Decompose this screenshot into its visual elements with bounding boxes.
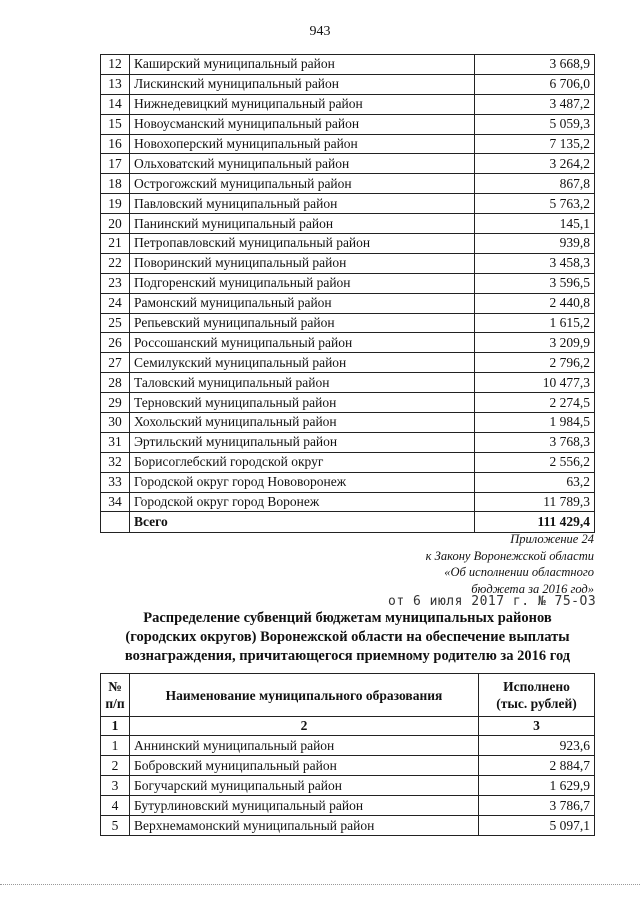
appendix-law: к Закону Воронежской области — [425, 548, 594, 563]
table-row — [101, 74, 595, 94]
row-number: 21 — [101, 234, 130, 254]
appendix-reference — [426, 531, 594, 597]
amount-value: 2 556,2 — [475, 452, 595, 472]
table-row — [101, 393, 595, 413]
municipality-name: Бобровский муниципальный район — [130, 756, 479, 776]
municipality-name: Терновский муниципальный район — [130, 393, 475, 413]
table-row — [101, 55, 595, 75]
table-row — [101, 234, 595, 254]
table-header-row — [101, 674, 595, 717]
table-row — [101, 432, 595, 452]
amount-value: 11 789,3 — [475, 492, 595, 512]
municipality-name: Подгоренский муниципальный район — [130, 273, 475, 293]
appendix-number: Приложение 24 — [510, 532, 594, 546]
row-number: 27 — [101, 353, 130, 373]
amount-value: 2 884,7 — [479, 756, 595, 776]
row-number: 15 — [101, 114, 130, 134]
row-number: 12 — [101, 55, 130, 75]
row-number: 1 — [101, 736, 130, 756]
row-number: 28 — [101, 373, 130, 393]
column-number: 3 — [479, 717, 595, 736]
title-line-2: (городских округов) Воронежской области на обеспечение выплаты — [125, 629, 570, 645]
amount-value: 10 477,3 — [475, 373, 595, 393]
amount-value: 63,2 — [475, 472, 595, 492]
row-number: 22 — [101, 253, 130, 273]
empty-cell — [101, 512, 130, 533]
header-name: Наименование муниципального образования — [130, 674, 479, 717]
table-row — [101, 373, 595, 393]
table-row — [101, 816, 595, 836]
table-row — [101, 293, 595, 313]
row-number: 20 — [101, 214, 130, 234]
header-executed — [479, 674, 595, 717]
municipality-name: Острогожский муниципальный район — [130, 174, 475, 194]
table-row — [101, 756, 595, 776]
amount-value: 7 135,2 — [475, 134, 595, 154]
table-row — [101, 472, 595, 492]
table-row — [101, 452, 595, 472]
municipality-name: Петропавловский муниципальный район — [130, 234, 475, 254]
table-row — [101, 776, 595, 796]
table-row — [101, 154, 595, 174]
total-label: Всего — [130, 512, 475, 533]
section-title — [100, 609, 595, 666]
row-number: 31 — [101, 432, 130, 452]
municipality-name: Репьевский муниципальный район — [130, 313, 475, 333]
table-body — [101, 55, 595, 533]
title-line-1: Распределение субвенций бюджетам муниципальных районов — [143, 610, 552, 626]
amount-value: 3 487,2 — [475, 94, 595, 114]
row-number: 4 — [101, 796, 130, 816]
municipality-name: Аннинский муниципальный район — [130, 736, 479, 756]
municipality-name: Лискинский муниципальный район — [130, 74, 475, 94]
row-number: 30 — [101, 413, 130, 433]
municipality-name: Панинский муниципальный район — [130, 214, 475, 234]
municipality-name: Новоусманский муниципальный район — [130, 114, 475, 134]
table-row — [101, 214, 595, 234]
amount-value: 2 440,8 — [475, 293, 595, 313]
row-number: 16 — [101, 134, 130, 154]
amount-value: 5 059,3 — [475, 114, 595, 134]
law-date-stamp: от 6 июля 2017 г. № 75-ОЗ — [388, 594, 597, 609]
municipality-name: Каширский муниципальный район — [130, 55, 475, 75]
title-line-3: вознаграждения, причитающегося приемному родителю за 2016 год — [124, 648, 571, 664]
table-row — [101, 413, 595, 433]
scan-edge-line — [0, 884, 640, 885]
municipality-name: Поворинский муниципальный район — [130, 253, 475, 273]
row-number: 25 — [101, 313, 130, 333]
row-number: 5 — [101, 816, 130, 836]
table-row — [101, 313, 595, 333]
table-row — [101, 134, 595, 154]
amount-value: 867,8 — [475, 174, 595, 194]
amount-value: 1 984,5 — [475, 413, 595, 433]
municipality-name: Городской округ город Нововоронеж — [130, 472, 475, 492]
foster-parent-subsidy-table — [100, 673, 595, 836]
header-executed-unit: (тыс. рублей) — [496, 696, 577, 711]
column-number-row — [101, 717, 595, 736]
amount-value: 3 786,7 — [479, 796, 595, 816]
municipality-name: Верхнемамонский муниципальный район — [130, 816, 479, 836]
municipality-name: Рамонский муниципальный район — [130, 293, 475, 313]
column-number: 2 — [130, 717, 479, 736]
row-number: 34 — [101, 492, 130, 512]
table-row — [101, 796, 595, 816]
table-row — [101, 114, 595, 134]
appendix-law-title: «Об исполнении областного — [444, 565, 594, 579]
amount-value: 3 668,9 — [475, 55, 595, 75]
header-number-abbr: п/п — [105, 696, 125, 711]
header-number — [101, 674, 130, 717]
row-number: 19 — [101, 194, 130, 214]
amount-value: 939,8 — [475, 234, 595, 254]
amount-value: 6 706,0 — [475, 74, 595, 94]
table-row — [101, 492, 595, 512]
subsidy-table-continued — [100, 54, 595, 533]
table-body — [101, 736, 595, 836]
amount-value: 1 629,9 — [479, 776, 595, 796]
amount-value: 5 763,2 — [475, 194, 595, 214]
amount-value: 3 264,2 — [475, 154, 595, 174]
table-row — [101, 333, 595, 353]
row-number: 14 — [101, 94, 130, 114]
municipality-name: Городской округ город Воронеж — [130, 492, 475, 512]
table-row — [101, 253, 595, 273]
row-number: 29 — [101, 393, 130, 413]
row-number: 3 — [101, 776, 130, 796]
column-number: 1 — [101, 717, 130, 736]
table-row — [101, 174, 595, 194]
amount-value: 5 097,1 — [479, 816, 595, 836]
header-executed-label: Исполнено — [503, 679, 570, 694]
municipality-name: Нижнедевицкий муниципальный район — [130, 94, 475, 114]
header-number-sign: № — [108, 679, 122, 694]
municipality-name: Таловский муниципальный район — [130, 373, 475, 393]
municipality-name: Россошанский муниципальный район — [130, 333, 475, 353]
table-row — [101, 736, 595, 756]
municipality-name: Хохольский муниципальный район — [130, 413, 475, 433]
municipality-name: Бутурлиновский муниципальный район — [130, 796, 479, 816]
amount-value: 1 615,2 — [475, 313, 595, 333]
municipality-name: Богучарский муниципальный район — [130, 776, 479, 796]
amount-value: 145,1 — [475, 214, 595, 234]
amount-value: 3 596,5 — [475, 273, 595, 293]
municipality-name: Борисоглебский городской округ — [130, 452, 475, 472]
row-number: 13 — [101, 74, 130, 94]
amount-value: 923,6 — [479, 736, 595, 756]
amount-value: 2 796,2 — [475, 353, 595, 373]
page-number: 943 — [309, 24, 331, 39]
total-row — [101, 512, 595, 533]
municipality-name: Семилукский муниципальный район — [130, 353, 475, 373]
municipality-name: Павловский муниципальный район — [130, 194, 475, 214]
row-number: 26 — [101, 333, 130, 353]
row-number: 33 — [101, 472, 130, 492]
amount-value: 3 458,3 — [475, 253, 595, 273]
municipality-name: Эртильский муниципальный район — [130, 432, 475, 452]
row-number: 32 — [101, 452, 130, 472]
row-number: 17 — [101, 154, 130, 174]
appendix-law-title-end: бюджета за 2016 год» — [471, 581, 594, 596]
table-row — [101, 194, 595, 214]
amount-value: 2 274,5 — [475, 393, 595, 413]
row-number: 23 — [101, 273, 130, 293]
table-row — [101, 94, 595, 114]
municipality-name: Новохоперский муниципальный район — [130, 134, 475, 154]
row-number: 2 — [101, 756, 130, 776]
amount-value: 3 209,9 — [475, 333, 595, 353]
row-number: 18 — [101, 174, 130, 194]
amount-value: 3 768,3 — [475, 432, 595, 452]
municipality-name: Ольховатский муниципальный район — [130, 154, 475, 174]
row-number: 24 — [101, 293, 130, 313]
table-row — [101, 273, 595, 293]
table-row — [101, 353, 595, 373]
total-value: 111 429,4 — [475, 512, 595, 533]
